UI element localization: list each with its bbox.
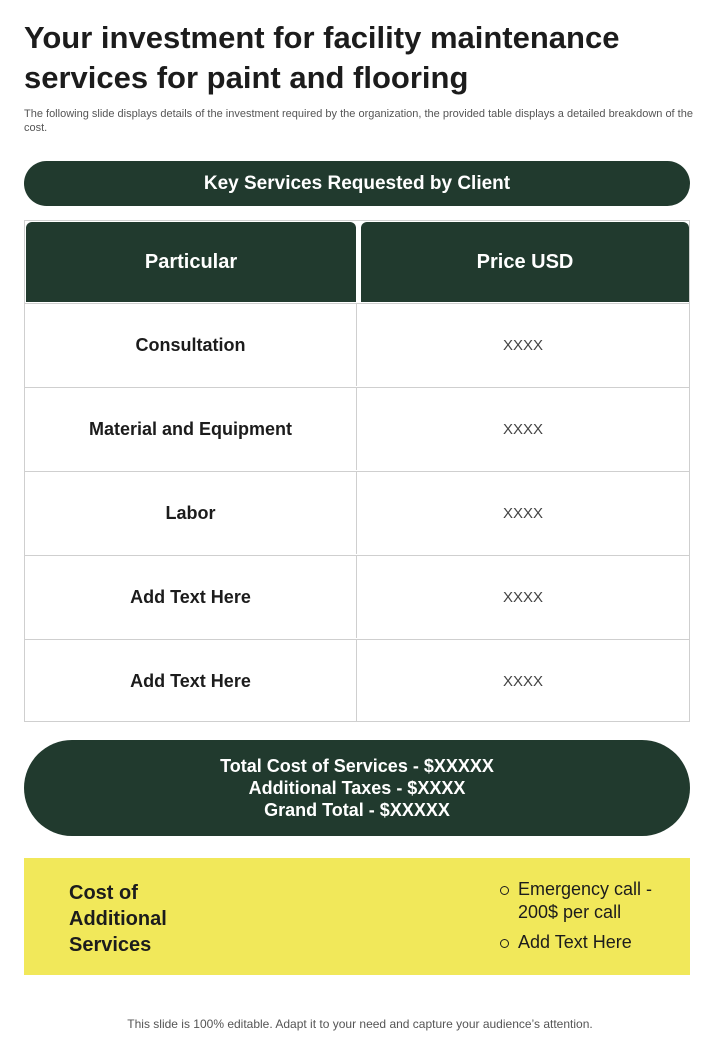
- table-row: [25, 639, 689, 722]
- column-header-particular: Particular: [26, 222, 356, 302]
- price-cell: XXXX: [502, 420, 544, 438]
- additional-taxes-line: Additional Taxes - $XXXX: [248, 778, 466, 798]
- price-cell: XXXX: [502, 504, 544, 522]
- particular-cell: Add Text Here: [25, 556, 357, 638]
- particular-cell: Consultation: [25, 304, 357, 386]
- totals-panel: [24, 740, 690, 836]
- list-item-label: Emergency call - 200$ per call: [518, 879, 653, 922]
- bullet-circle-icon: [500, 939, 509, 948]
- column-header-price: Price USD: [361, 222, 689, 302]
- grand-total-line: Grand Total - $XXXXX: [264, 800, 450, 820]
- price-cell: XXXX: [502, 336, 544, 354]
- price-cell: XXXX: [502, 588, 544, 606]
- footer-note: This slide is 100% editable. Adapt it to your need and capture your audience’s attention.: [127, 1017, 593, 1031]
- page-subtitle: The following slide displays details of the investment required by the organization, the provided table displays a detailed breakdown of the cost.: [24, 108, 693, 134]
- table-row: [25, 303, 689, 386]
- additional-services-title: Cost of Additional Services: [69, 882, 167, 956]
- list-item: [500, 878, 680, 924]
- total-services-line: Total Cost of Services - $XXXXX: [220, 756, 494, 776]
- list-item: [500, 931, 680, 954]
- table-row: [25, 387, 689, 470]
- particular-cell: Add Text Here: [25, 640, 357, 722]
- services-banner: Key Services Requested by Client: [24, 161, 690, 206]
- additional-services-panel: [24, 858, 690, 975]
- list-item-label: Add Text Here: [518, 932, 632, 952]
- table-row: [25, 555, 689, 638]
- table-row: [25, 471, 689, 554]
- particular-cell: Material and Equipment: [25, 388, 357, 470]
- bullet-circle-icon: [500, 886, 509, 895]
- additional-services-list: [500, 878, 680, 961]
- price-cell: XXXX: [502, 672, 544, 690]
- cost-table: [24, 220, 690, 722]
- page-title: Your investment for facility maintenance services for paint and flooring: [24, 20, 620, 95]
- particular-cell: Labor: [25, 472, 357, 554]
